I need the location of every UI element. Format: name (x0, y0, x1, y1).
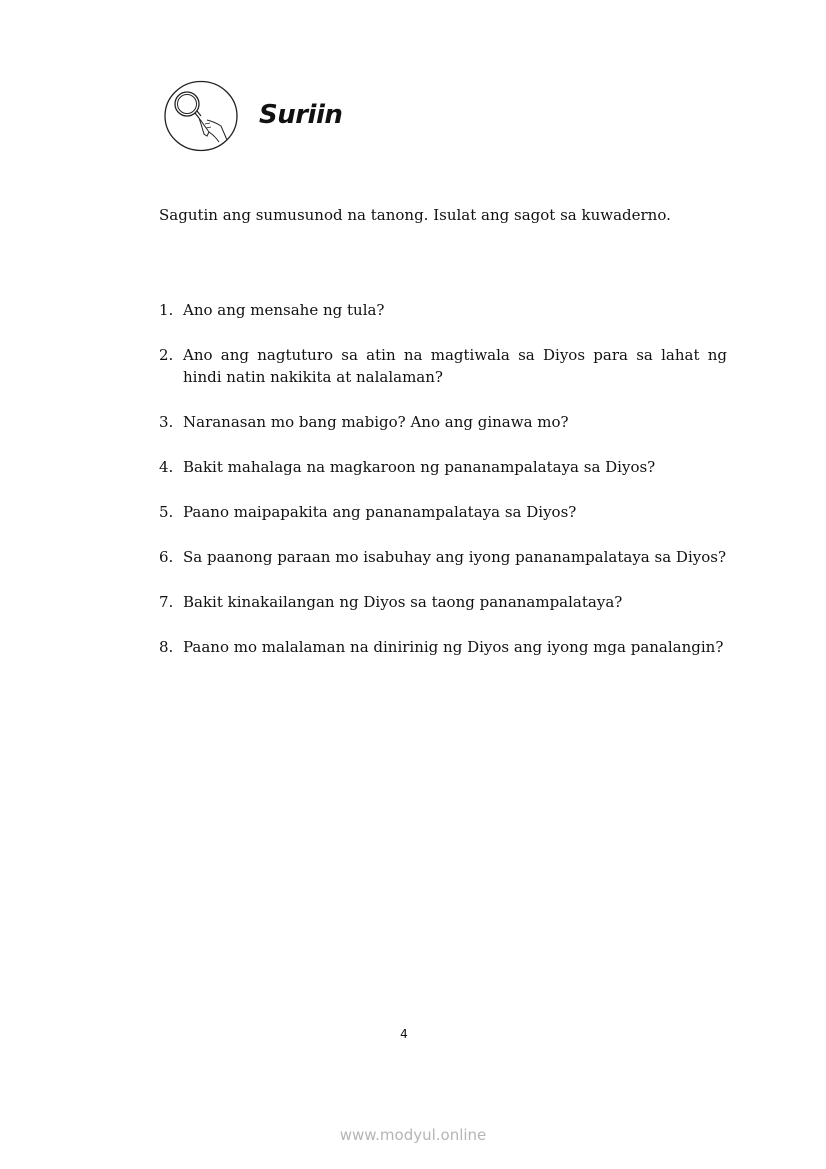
list-item (159, 344, 727, 388)
item-number: 8. (159, 638, 174, 656)
item-number: 1. (159, 301, 174, 319)
section-title: Suriin (259, 100, 343, 130)
question-text: Sa paanong paraan mo isabuhay ang iyong pananampalataya sa Diyos? (183, 548, 726, 566)
list-item (159, 636, 727, 658)
question-text: Ano ang nagtuturo sa atin na magtiwala sa Diyos para sa lahat ng hindi natin nakikita at nalalaman? (183, 346, 727, 386)
list-item (159, 591, 727, 613)
item-number: 6. (159, 548, 174, 566)
list-item (159, 411, 727, 433)
list-item (159, 299, 727, 321)
question-text: Bakit kinakailangan ng Diyos sa taong pananampalataya? (183, 593, 623, 611)
item-number: 7. (159, 593, 174, 611)
magnifying-glass-hand-icon (163, 80, 239, 152)
instructions: Sagutin ang sumusunod na tanong. Isulat ang sagot sa kuwaderno. (159, 206, 671, 224)
page-number: 4 (400, 1027, 408, 1041)
question-list (159, 299, 727, 681)
question-text: Paano maipapakita ang pananampalataya sa Diyos? (183, 503, 577, 521)
item-number: 5. (159, 503, 174, 521)
list-item (159, 501, 727, 523)
question-text: Bakit mahalaga na magkaroon ng pananampalataya sa Diyos? (183, 458, 656, 476)
question-text: Paano mo malalaman na dinirinig ng Diyos ang iyong mga panalangin? (183, 638, 724, 656)
question-text: Ano ang mensahe ng tula? (183, 301, 385, 319)
watermark: www.modyul.online (339, 1126, 487, 1144)
item-number: 2. (159, 346, 174, 364)
question-text: Naranasan mo bang mabigo? Ano ang ginawa mo? (183, 413, 569, 431)
item-number: 4. (159, 458, 174, 476)
list-item (159, 546, 727, 568)
list-item (159, 456, 727, 478)
item-number: 3. (159, 413, 174, 431)
